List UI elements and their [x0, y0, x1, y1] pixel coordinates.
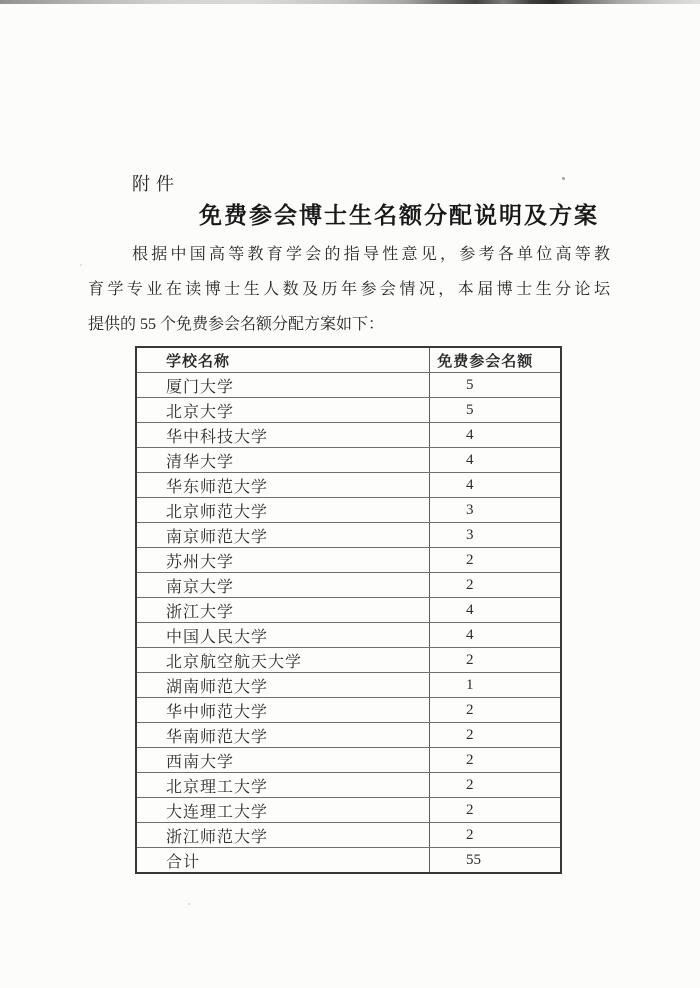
scan-speck [80, 264, 82, 266]
table-row [137, 472, 560, 497]
quota-value-cell: 2 [429, 748, 560, 772]
quota-value-cell: 4 [429, 423, 560, 447]
school-name-cell: 中国人民大学 [166, 628, 269, 646]
quota-value-cell: 4 [429, 448, 560, 472]
quota-value-cell: 5 [429, 373, 560, 397]
school-name-cell: 北京师范大学 [166, 503, 269, 521]
quota-value-cell: 3 [429, 498, 560, 522]
school-name-cell: 大连理工大学 [166, 803, 269, 821]
table-row [137, 522, 560, 547]
paragraph-line: 育学专业在读博士生人数及历年参会情况，本届博士生分论坛 [88, 281, 610, 298]
school-name-cell: 华中科技大学 [166, 428, 269, 446]
school-name-cell: 北京航空航天大学 [166, 653, 303, 671]
table-row [137, 572, 560, 597]
school-name-cell: 清华大学 [166, 453, 235, 471]
quota-value-cell: 4 [429, 598, 560, 622]
quota-value-cell: 3 [429, 523, 560, 547]
quota-value-cell: 5 [429, 398, 560, 422]
school-name-cell: 合计 [166, 853, 201, 871]
table-row [137, 772, 560, 797]
quota-value-cell: 2 [429, 823, 560, 847]
quota-allocation-table [135, 346, 562, 874]
quota-value-cell: 2 [429, 773, 560, 797]
school-name-cell: 北京大学 [166, 403, 235, 421]
school-name-cell: 华东师范大学 [166, 478, 269, 496]
table-row [137, 797, 560, 822]
document-title: 免费参会博士生名额分配说明及方案 [199, 202, 599, 228]
school-name-cell: 南京师范大学 [166, 528, 269, 546]
table-header-row [137, 348, 560, 372]
table-row [137, 372, 560, 397]
school-name-cell: 厦门大学 [166, 378, 235, 396]
school-name-cell: 浙江大学 [166, 603, 235, 621]
table-row [137, 597, 560, 622]
school-name-cell: 西南大学 [166, 753, 235, 771]
quota-value-cell: 4 [429, 623, 560, 647]
table-row [137, 747, 560, 772]
school-name-cell: 南京大学 [166, 578, 235, 596]
paragraph-line: 根据中国高等教育学会的指导性意见，参考各单位高等教 [132, 246, 610, 263]
school-name-cell: 华中师范大学 [166, 703, 269, 721]
table-row [137, 697, 560, 722]
quota-value-cell: 2 [429, 723, 560, 747]
table-row [137, 547, 560, 572]
quota-value-cell: 55 [429, 848, 560, 872]
quota-value-cell: 1 [429, 673, 560, 697]
table-row [137, 722, 560, 747]
intro-paragraph [88, 237, 610, 342]
school-name-cell: 苏州大学 [166, 553, 235, 571]
column-header-free-quota: 免费参会名额 [429, 348, 560, 372]
table-row [137, 622, 560, 647]
scan-speck [562, 177, 565, 180]
table-total-row [137, 847, 560, 872]
school-name-cell: 浙江师范大学 [166, 828, 269, 846]
paragraph-line: 提供的 55 个免费参会名额分配方案如下： [88, 316, 385, 333]
quota-value-cell: 2 [429, 648, 560, 672]
table-row [137, 497, 560, 522]
quota-value-cell: 2 [429, 798, 560, 822]
school-name-cell: 湖南师范大学 [166, 678, 269, 696]
quota-value-cell: 2 [429, 548, 560, 572]
quota-value-cell: 4 [429, 473, 560, 497]
scan-artifact-top-edge [0, 0, 700, 4]
school-name-cell: 华南师范大学 [166, 728, 269, 746]
scan-speck [188, 903, 190, 905]
quota-value-cell: 2 [429, 698, 560, 722]
table-row [137, 397, 560, 422]
school-name-cell: 北京理工大学 [166, 778, 269, 796]
table-row [137, 822, 560, 847]
table-row [137, 447, 560, 472]
table-row [137, 672, 560, 697]
table-body [137, 372, 560, 872]
table-row [137, 647, 560, 672]
table-row [137, 422, 560, 447]
column-header-school-name: 学校名称 [166, 353, 231, 370]
quota-value-cell: 2 [429, 573, 560, 597]
attachment-label: 附件 [132, 174, 180, 194]
